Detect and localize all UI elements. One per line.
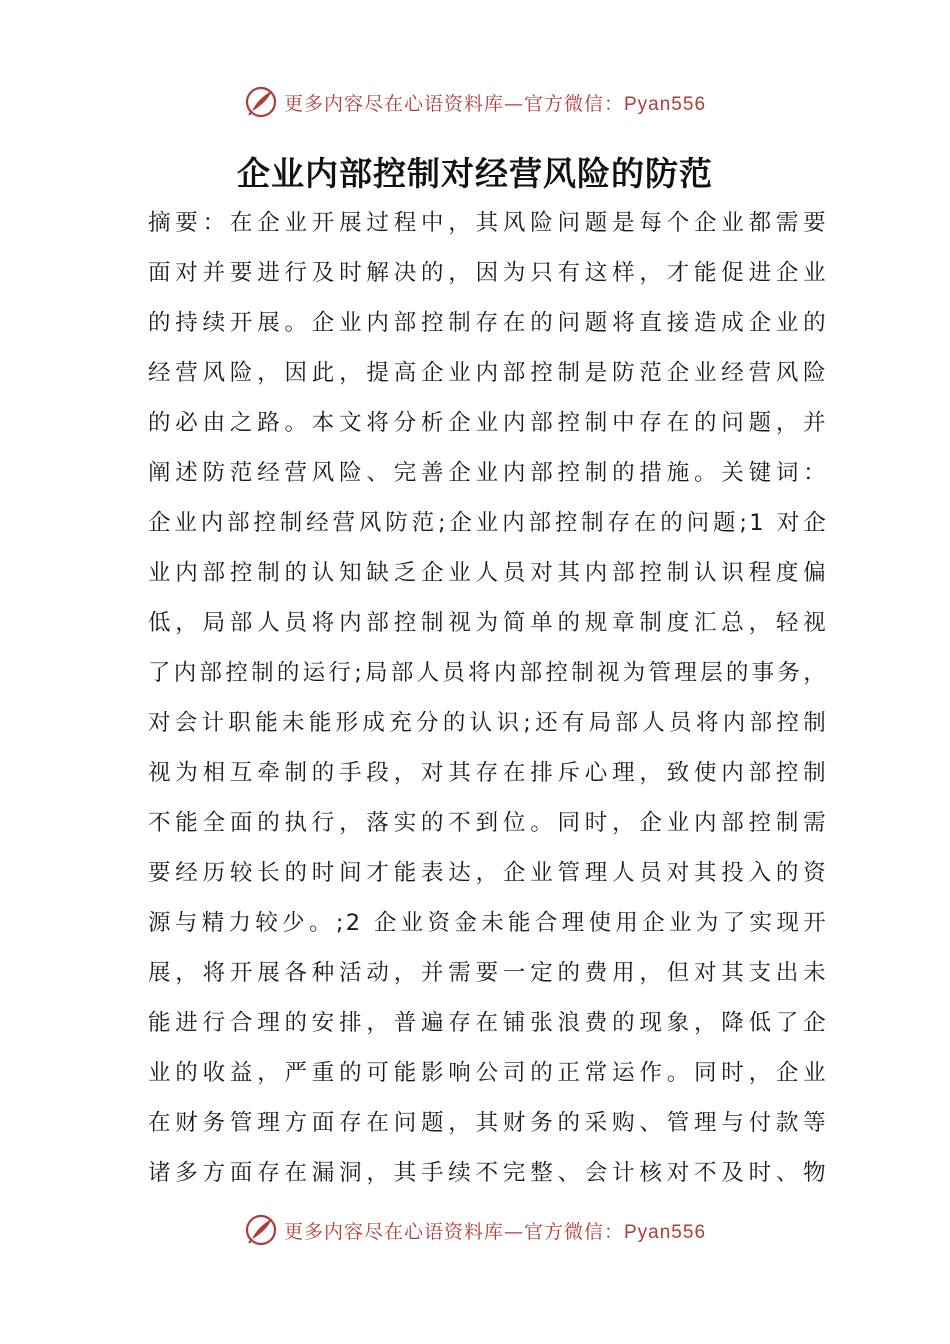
body-text-line: 展，将开展各种活动，并需要一定的费用，但对其支出未	[148, 960, 828, 986]
body-text-line: 要经历较长的时间才能表达，企业管理人员对其投入的资	[148, 860, 828, 886]
banner-wechat-id: Pyan556	[624, 93, 707, 115]
body-text-line: 源与精力较少。;2 企业资金未能合理使用企业为了实现开	[148, 910, 828, 936]
banner-wechat-id: Pyan556	[624, 1221, 707, 1243]
banner-slogan: 更多内容尽在心语资料库—官方微信：	[283, 1220, 624, 1243]
body-text-line: 不能全面的执行，落实的不到位。同时，企业内部控制需	[148, 810, 828, 836]
banner-slogan: 更多内容尽在心语资料库—官方微信：	[283, 92, 624, 115]
body-text-line: 低，局部人员将内部控制视为简单的规章制度汇总，轻视	[148, 610, 828, 636]
page-title: 企业内部控制对经营风险的防范	[237, 154, 713, 193]
body-text-line: 面对并要进行及时解决的，因为只有这样，才能促进企业	[148, 260, 828, 286]
banner-text	[284, 89, 706, 116]
body-text-line: 经营风险，因此，提高企业内部控制是防范企业经营风险	[148, 360, 828, 386]
body-text-line: 能进行合理的安排，普遍存在铺张浪费的现象，降低了企	[148, 1010, 828, 1036]
body-text-line: 视为相互牵制的手段，对其存在排斥心理，致使内部控制	[148, 760, 828, 786]
footer-banner	[0, 1210, 950, 1250]
feather-pen-logo-icon	[244, 1213, 278, 1247]
body-text-line: 了内部控制的运行;局部人员将内部控制视为管理层的事务，	[148, 660, 828, 686]
body-text-line: 的持续开展。企业内部控制存在的问题将直接造成企业的	[148, 310, 828, 336]
body-text-line: 对会计职能未能形成充分的认识;还有局部人员将内部控制	[148, 710, 828, 736]
body-text-line: 业的收益，严重的可能影响公司的正常运作。同时，企业	[148, 1060, 828, 1086]
body-text-line: 在财务管理方面存在问题，其财务的采购、管理与付款等	[148, 1110, 828, 1136]
body-text-line: 摘要：在企业开展过程中，其风险问题是每个企业都需要	[148, 210, 828, 236]
banner-text	[284, 1217, 706, 1244]
body-text-line: 阐述防范经营风险、完善企业内部控制的措施。关键词：	[148, 460, 828, 486]
document-body	[148, 198, 828, 1198]
header-banner	[0, 82, 950, 122]
body-text-line: 企业内部控制经营风防范;企业内部控制存在的问题;1 对企	[148, 510, 828, 536]
body-text-line: 的必由之路。本文将分析企业内部控制中存在的问题，并	[148, 410, 828, 436]
body-text-line: 业内部控制的认知缺乏企业人员对其内部控制认识程度偏	[148, 560, 828, 586]
body-text-line: 诸多方面存在漏洞，其手续不完整、会计核对不及时、物	[148, 1160, 828, 1186]
feather-pen-logo-icon	[244, 85, 278, 119]
